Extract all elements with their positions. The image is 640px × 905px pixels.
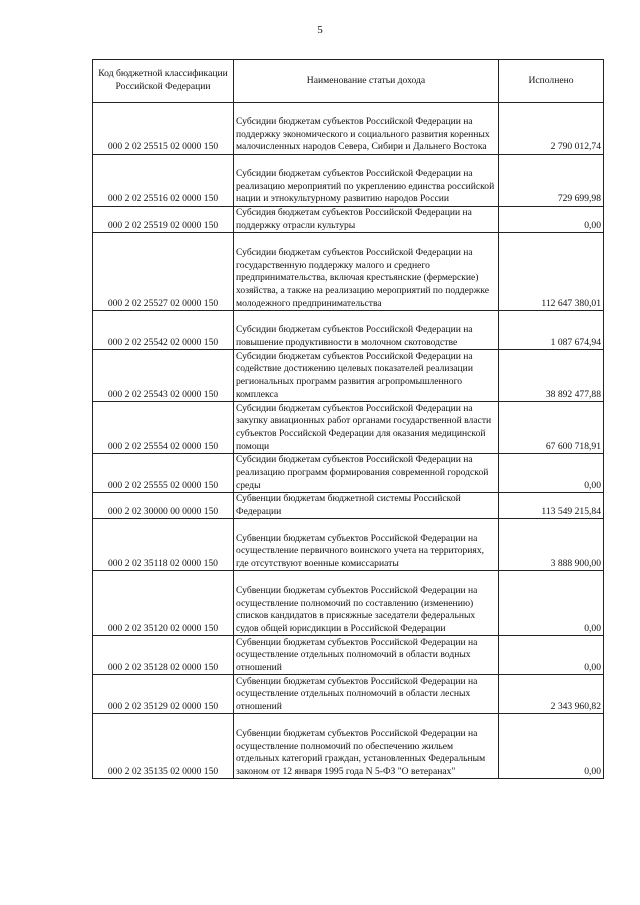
- row-amount: 0,00: [499, 636, 604, 675]
- row-amount: 113 549 215,84: [499, 493, 604, 519]
- table-row: [93, 636, 604, 675]
- row-name: Субсидии бюджетам субъектов Российской Федерации на поддержку экономического и социального развития коренных малочисленных народов Севера, Сибири и Дальнего Востока: [234, 103, 499, 155]
- row-amount: 3 888 900,00: [499, 519, 604, 571]
- row-name: Субсидии бюджетам субъектов Российской Федерации на закупку авиационных работ органами государственной власти субъектов Российской Федерации для оказания медицинской помощи: [234, 402, 499, 454]
- row-code: 000 2 02 35128 02 0000 150: [93, 636, 234, 675]
- row-name: Субсидии бюджетам субъектов Российской Федерации на повышение продуктивности в молочном скотоводстве: [234, 311, 499, 350]
- row-name: Субвенции бюджетам субъектов Российской Федерации на осуществление полномочий по составлению (изменению) списков кандидатов в присяжные заседатели федеральных судов общей юрисдикции в Российской Федерации: [234, 571, 499, 636]
- table-header: [93, 60, 604, 103]
- table-row: [93, 233, 604, 311]
- row-name: Субвенции бюджетам субъектов Российской Федерации на осуществление полномочий по обеспечению жильем отдельных категорий граждан, установленных Федеральным законом от 12 января 1995 года N 5-ФЗ "О ветеранах": [234, 714, 499, 779]
- table-body: [93, 103, 604, 779]
- header-amount: Исполнено: [499, 60, 604, 103]
- row-name: Субсидии бюджетам субъектов Российской Федерации на государственную поддержку малого и среднего предпринимательства, включая крестьянские (фермерские) хозяйства, а также на реализацию мероприятий по поддержке молодежного предпринимательства: [234, 233, 499, 311]
- table-row: [93, 571, 604, 636]
- row-amount: 67 600 718,91: [499, 402, 604, 454]
- row-amount: 38 892 477,88: [499, 350, 604, 402]
- row-amount: 2 343 960,82: [499, 675, 604, 714]
- row-amount: 0,00: [499, 454, 604, 493]
- row-code: 000 2 02 30000 00 0000 150: [93, 493, 234, 519]
- table-row: [93, 519, 604, 571]
- row-code: 000 2 02 25519 02 0000 150: [93, 207, 234, 233]
- row-amount: 729 699,98: [499, 155, 604, 207]
- row-name: Субсидии бюджетам субъектов Российской Федерации на реализацию мероприятий по укреплению единства российской нации и этнокультурному развитию народов России: [234, 155, 499, 207]
- table-row: [93, 714, 604, 779]
- row-amount: 0,00: [499, 714, 604, 779]
- table-row: [93, 311, 604, 350]
- row-code: 000 2 02 35135 02 0000 150: [93, 714, 234, 779]
- row-name: Субвенции бюджетам субъектов Российской Федерации на осуществление отдельных полномочий в области лесных отношений: [234, 675, 499, 714]
- row-name: Субвенции бюджетам субъектов Российской Федерации на осуществление отдельных полномочий в области водных отношений: [234, 636, 499, 675]
- row-code: 000 2 02 25543 02 0000 150: [93, 350, 234, 402]
- row-code: 000 2 02 25555 02 0000 150: [93, 454, 234, 493]
- row-code: 000 2 02 25515 02 0000 150: [93, 103, 234, 155]
- row-amount: 0,00: [499, 207, 604, 233]
- row-code: 000 2 02 35120 02 0000 150: [93, 571, 234, 636]
- row-code: 000 2 02 25527 02 0000 150: [93, 233, 234, 311]
- header-code: Код бюджетной классификации Российской Федерации: [93, 60, 234, 103]
- row-code: 000 2 02 35118 02 0000 150: [93, 519, 234, 571]
- table-row: [93, 675, 604, 714]
- table-row: [93, 207, 604, 233]
- row-amount: 2 790 012,74: [499, 103, 604, 155]
- page-number: 5: [317, 24, 323, 36]
- table-row: [93, 155, 604, 207]
- table-row: [93, 493, 604, 519]
- row-code: 000 2 02 35129 02 0000 150: [93, 675, 234, 714]
- row-code: 000 2 02 25554 02 0000 150: [93, 402, 234, 454]
- revenue-table: [92, 59, 604, 779]
- row-name: Субсидии бюджетам субъектов Российской Федерации на реализацию программ формирования современной городской среды: [234, 454, 499, 493]
- table-row: [93, 454, 604, 493]
- row-name: Субвенции бюджетам бюджетной системы Российской Федерации: [234, 493, 499, 519]
- row-name: Субвенции бюджетам субъектов Российской Федерации на осуществление первичного воинского учета на территориях, где отсутствуют военные комиссариаты: [234, 519, 499, 571]
- row-code: 000 2 02 25516 02 0000 150: [93, 155, 234, 207]
- row-amount: 0,00: [499, 571, 604, 636]
- table-row: [93, 103, 604, 155]
- header-name: Наименование статьи дохода: [234, 60, 499, 103]
- row-name: Субсидия бюджетам субъектов Российской Федерации на поддержку отрасли культуры: [234, 207, 499, 233]
- table-row: [93, 350, 604, 402]
- row-name: Субсидии бюджетам субъектов Российской Федерации на содействие достижению целевых показателей реализации региональных программ развития агропромышленного комплекса: [234, 350, 499, 402]
- row-code: 000 2 02 25542 02 0000 150: [93, 311, 234, 350]
- table-row: [93, 402, 604, 454]
- row-amount: 112 647 380,01: [499, 233, 604, 311]
- row-amount: 1 087 674,94: [499, 311, 604, 350]
